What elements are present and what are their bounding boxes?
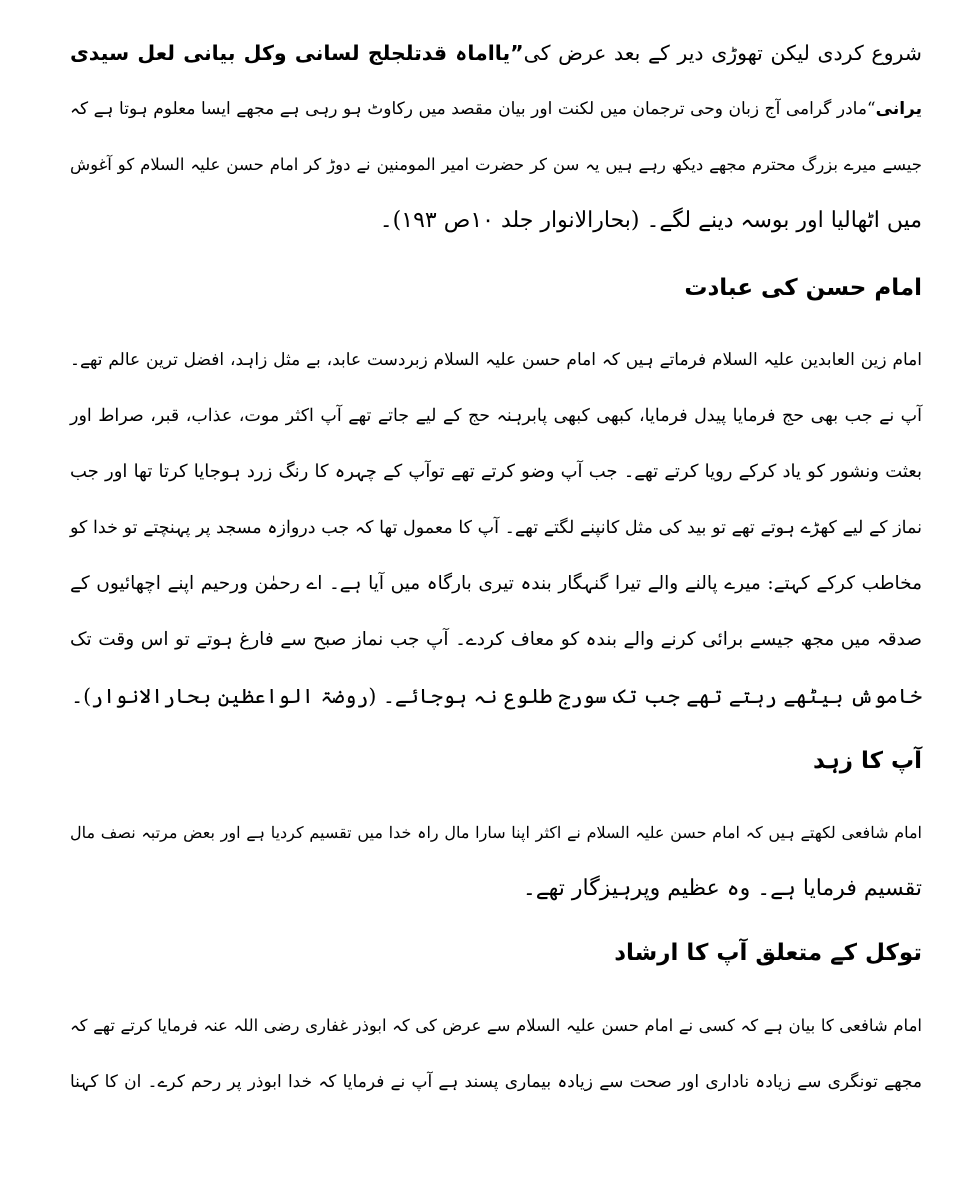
asceticism-line-1: امام شافعی لکھتے ہیں کہ امام حسن علیہ السلام نے اکثر اپنا سارا مال راہ خدا میں تقسیم کردیا ہے اور بعض مرتبہ نصف مال (70, 823, 922, 842)
worship-line-1: امام زین العابدین علیہ السلام فرماتے ہیں کہ امام حسن علیہ السلام زبردست عابد، بے مثل زاہد، افضل ترین عالم تھے۔ (70, 350, 922, 370)
worship-line-4: نماز کے لیے کھڑے ہوتے تھے تو بید کی مثل کانپنے لگتے تھے۔ آپ کا معمول تھا کہ جب دروازہ مسجد پر پہنچتے تو خدا کو (70, 518, 922, 538)
worship-line-2: آپ نے جب بھی حج فرمایا پیدل فرمایا، کبھی کبھی پابرہنہ حج کے لیے جاتے تھے آپ اکثر موت، عذاب، قبر، صراط اور (70, 406, 922, 426)
section-heading-worship: امام حسن کی عبادت (684, 275, 922, 301)
section-heading-trust: توکل کے متعلق آپ کا ارشاد (614, 940, 922, 966)
intro-line-1-text: شروع کردی لیکن تھوڑی دیر کے بعد عرض کی (523, 41, 922, 65)
intro-line-2 (70, 94, 922, 124)
trust-line-1: امام شافعی کا بیان ہے کہ کسی نے امام حسن علیہ السلام سے عرض کی کہ ابوذر غفاری رضی اللہ عنہ فرمایا کرتے تھے کہ (70, 1016, 922, 1035)
asceticism-line-2: تقسیم فرمایا ہے۔ وہ عظیم وپرہیزگار تھے۔ (522, 876, 922, 901)
worship-line-5: مخاطب کرکے کہتے: میرے پالنے والے تیرا گنہگار بندہ تیری بارگاہ میں آیا ہے۔ اے رحمٰن ورحیم اپنے اچھائیوں کے (70, 573, 922, 594)
intro-line-4: میں اٹھالیا اور بوسہ دینے لگے۔ (بحارالانوار جلد ۱۰ص ۱۹۳)۔ (379, 208, 922, 233)
arabic-quote: ”یااماہ قدتلجلج لسانی وکل بیانی لعل سیدی (70, 41, 524, 65)
trust-line-2: مجھے تونگری سے زیادہ ناداری اور صحت سے زیادہ بیماری پسند ہے آپ نے فرمایا کہ خدا ابوذر پر رحم کرے۔ ان کا کہنا (70, 1072, 922, 1092)
section-heading-asceticism: آپ کا زہد (812, 748, 922, 774)
worship-line-7: خاموش بیٹھے رہتے تھے جب تک سورج طلوع نہ ہوجائے۔ (روضۃ الواعظین بحارالانوار)۔ (71, 684, 922, 708)
intro-line-2-text: “مادر گرامی آج زبان وحی ترجمان میں لکنت اور بیان مقصد میں رکاوٹ ہو رہی ہے مجھے ایسا معلوم ہوتا ہے کہ (70, 99, 876, 119)
intro-line-1 (70, 38, 922, 68)
arabic-quote-end: یرانی (875, 99, 922, 119)
worship-line-6: صدقہ میں مجھ جیسے برائی کرنے والے بندہ کو معاف کردے۔ آپ جب نماز صبح سے فارغ ہوتے تو اس وقت تک (70, 629, 922, 650)
worship-line-3: بعثت ونشور کو یاد کرکے رویا کرتے تھے۔ جب آپ وضو کرتے تھے توآپ کے چہرہ کا رنگ زرد ہوجایا کرتا تھا اور جب (70, 461, 922, 482)
intro-line-3: جیسے میرے بزرگ محترم مجھے دیکھ رہے ہیں یہ سن کر حضرت امیر المومنین نے دوڑ کر امام حسن علیہ السلام کو آغوش (70, 155, 922, 174)
